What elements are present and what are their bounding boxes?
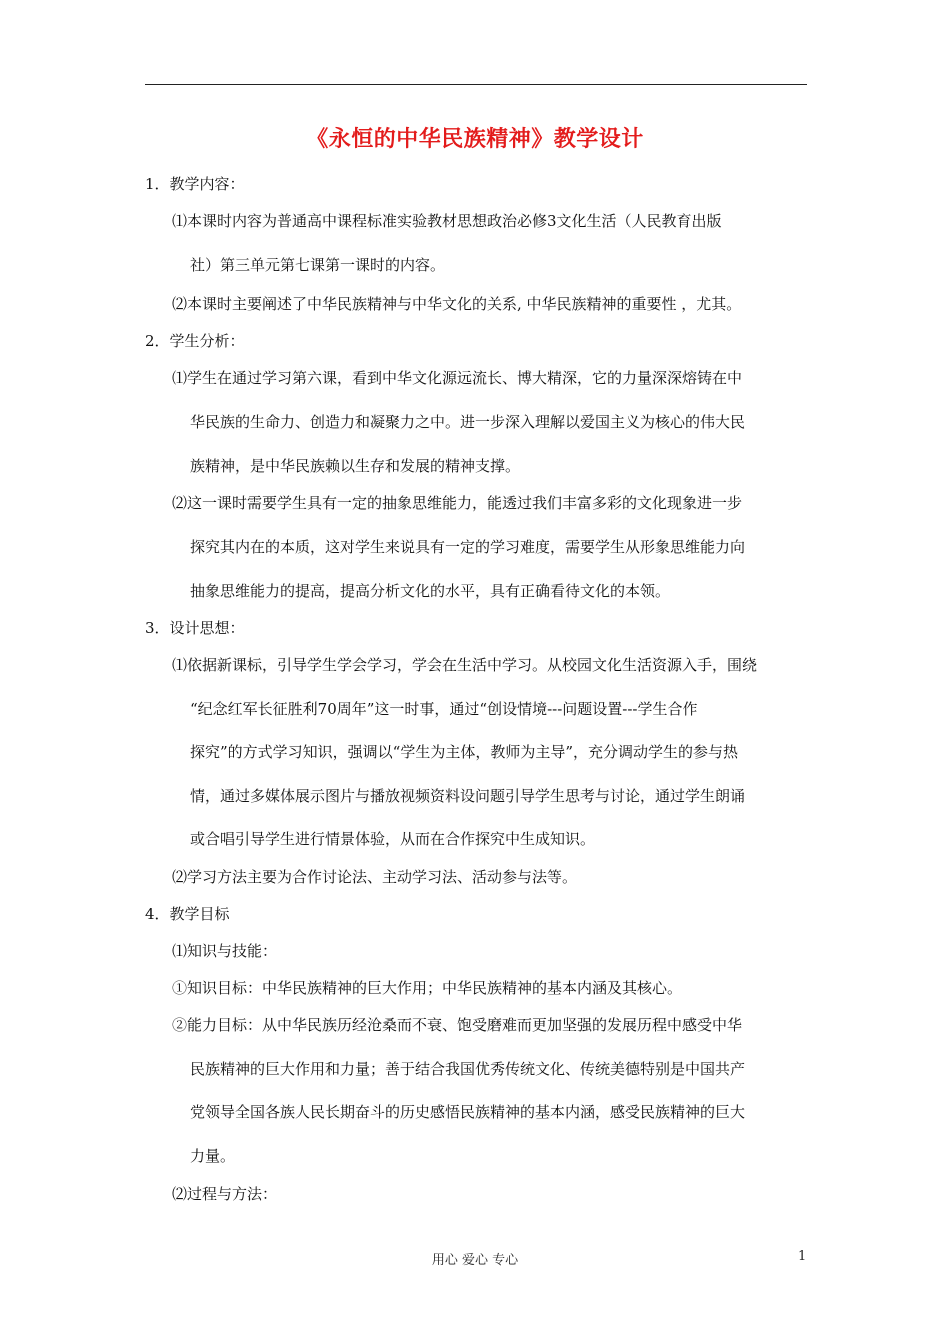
section-heading-students: 2．学生分析：	[145, 332, 245, 350]
paragraph-line: 或合唱引导学生进行情景体验，从而在合作探究中生成知识。	[190, 830, 596, 848]
paragraph-line: ⑵学习方法主要为合作讨论法、主动学习法、活动参与法等。	[172, 868, 578, 886]
paragraph-line: 探究”的方式学习知识，强调以“学生为主体，教师为主导”，充分调动学生的参与热	[190, 743, 739, 761]
header-rule	[145, 84, 807, 85]
paragraph-line: ⑴知识与技能：	[172, 942, 278, 960]
paragraph-line: 力量。	[190, 1147, 236, 1165]
section-heading-design: 3．设计思想：	[145, 619, 245, 637]
paragraph-line: 族精神，是中华民族赖以生存和发展的精神支撑。	[190, 457, 521, 475]
paragraph-line: 情，通过多媒体展示图片与播放视频资料设问题引导学生思考与讨论，通过学生朗诵	[190, 787, 746, 805]
paragraph-line: ⑵过程与方法：	[172, 1185, 278, 1203]
paragraph-line: 党领导全国各族人民长期奋斗的历史感悟民族精神的基本内涵，感受民族精神的巨大	[190, 1103, 746, 1121]
document-title: 《永恒的中华民族精神》教学设计	[306, 126, 644, 152]
footer-motto: 用心 爱心 专心	[431, 1253, 519, 1268]
paragraph-line: “纪念红军长征胜利70周年”这一时事，通过“创设情境---问题设置---学生合作	[190, 700, 698, 718]
page-number: 1	[798, 1249, 807, 1264]
paragraph-line: ①知识目标：中华民族精神的巨大作用；中华民族精神的基本内涵及其核心。	[172, 979, 683, 997]
paragraph-line: 探究其内在的本质，这对学生来说具有一定的学习难度，需要学生从形象思维能力向	[190, 538, 746, 556]
paragraph-line: ⑴本课时内容为普通高中课程标准实验教材思想政治必修3文化生活（人民教育出版	[172, 212, 722, 230]
paragraph-line: ⑴依据新课标，引导学生学会学习，学会在生活中学习。从校园文化生活资源入手，围绕	[172, 656, 758, 674]
paragraph-line: 民族精神的巨大作用和力量；善于结合我国优秀传统文化、传统美德特别是中国共产	[190, 1060, 746, 1078]
paragraph-line: ⑵本课时主要阐述了中华民族精神与中华文化的关系, 中华民族精神的重要性 ，尤其。	[172, 295, 742, 313]
paragraph-line: ⑴学生在通过学习第六课，看到中华文化源远流长、博大精深，它的力量深深熔铸在中	[172, 369, 743, 387]
section-heading-content: 1．教学内容：	[145, 175, 245, 193]
paragraph-line: ②能力目标：从中华民族历经沧桑而不衰、饱受磨难而更加坚强的发展历程中感受中华	[172, 1016, 743, 1034]
section-heading-objectives: 4．教学目标	[145, 905, 230, 923]
paragraph-line: 社）第三单元第七课第一课时的内容。	[190, 256, 446, 274]
paragraph-line: ⑵这一课时需要学生具有一定的抽象思维能力，能透过我们丰富多彩的文化现象进一步	[172, 494, 743, 512]
paragraph-line: 华民族的生命力、创造力和凝聚力之中。进一步深入理解以爱国主义为核心的伟大民	[190, 413, 746, 431]
paragraph-line: 抽象思维能力的提高，提高分析文化的水平，具有正确看待文化的本领。	[190, 582, 671, 600]
